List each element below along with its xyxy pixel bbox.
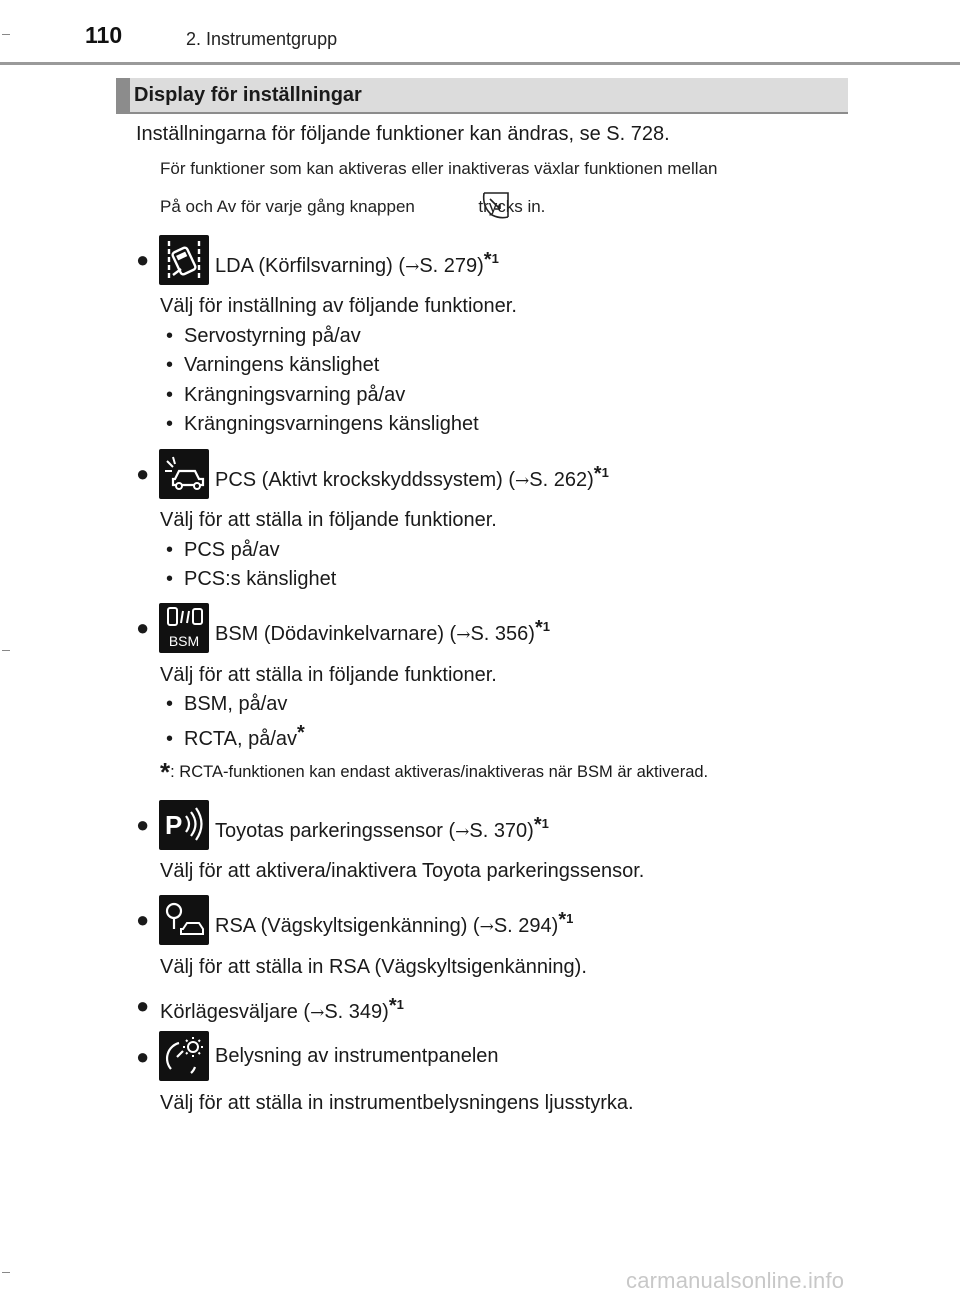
crop-mark (2, 650, 10, 651)
bullet: ● (136, 907, 150, 932)
list-item: • Servostyrning på/av (166, 325, 361, 347)
crop-mark (2, 34, 10, 35)
item-label-driving-mode: Körlägesväljare (→S. 349)$^{*1}$ (160, 995, 404, 1023)
section-heading-rule (116, 112, 848, 114)
bullet: ● (136, 993, 150, 1018)
svg-text:BSM: BSM (168, 633, 200, 649)
item-label-pcs: PCS (Aktivt krockskyddssystem) (→S. 262)$^{*1}$ (215, 463, 609, 491)
pcs-icon (159, 449, 209, 499)
watermark: carmanualsonline.info (626, 1268, 845, 1293)
list-item: • PCS på/av (166, 539, 280, 561)
rsa-icon (159, 895, 209, 945)
note-line-1: För funktioner som kan aktiveras eller inaktiveras växlar funktionen mellan (160, 159, 718, 178)
item-label-bsm: BSM (Dödavinkelvarnare) (→S. 356)$^{*1}$ (215, 617, 550, 645)
item-desc-lda: Välj för inställning av följande funktioner. (160, 295, 517, 317)
bullet: ● (136, 247, 150, 272)
list-item: • RCTA, på/av* (166, 722, 305, 750)
page-number: 110 (85, 22, 123, 48)
item-label-rsa: RSA (Vägskyltsigenkänning) (→S. 294)$^{*1}$ (215, 909, 574, 937)
list-item: • Varningens känslighet (166, 354, 380, 376)
item-label-panel-brightness: Belysning av instrumentpanelen (215, 1045, 499, 1067)
chapter-title: 2. Instrumentgrupp (186, 29, 338, 49)
list-item: • PCS:s känslighet (166, 568, 337, 590)
item-desc-pcs: Välj för att ställa in följande funktioner. (160, 509, 497, 531)
crop-mark (2, 1272, 10, 1273)
section-title: Display för inställningar (134, 84, 362, 106)
section-lead: Inställningarna för följande funktioner kan ändras, se S. 728. (136, 123, 670, 145)
header-rule (0, 62, 960, 65)
list-item: • BSM, på/av (166, 693, 288, 715)
item-label-lda: LDA (Körfilsvarning) (→S. 279)$^{*1}$ (215, 249, 499, 277)
lda-icon (159, 235, 209, 285)
panel-brightness-icon (159, 1031, 209, 1081)
svg-text:P: P (165, 810, 183, 840)
item-desc-panel-brightness: Välj för att ställa in instrumentbelysningens ljusstyrka. (160, 1092, 634, 1114)
bullet: ● (136, 812, 150, 837)
footnote-rcta: *: RCTA-funktionen kan endast aktiveras/inaktiveras när BSM är aktiverad. (160, 757, 709, 787)
item-desc-rsa: Välj för att ställa in RSA (Vägskyltsigenkänning). (160, 956, 587, 978)
bullet: ● (136, 461, 150, 486)
item-label-parking: Toyotas parkeringssensor (→S. 370)$^{*1}$ (215, 814, 549, 842)
note-line-2-post: trycks in. (478, 197, 546, 216)
bsm-icon (159, 603, 209, 653)
settings-button-icon (478, 187, 514, 223)
list-item: • Krängningsvarningens känslighet (166, 413, 479, 435)
note-line-2-pre: På och Av för varje gång knappen (160, 197, 415, 216)
list-item: • Krängningsvarning på/av (166, 384, 406, 406)
item-desc-bsm: Välj för att ställa in följande funktioner. (160, 664, 497, 686)
bullet: ● (136, 615, 150, 640)
parking-sensor-icon (159, 800, 209, 850)
bullet: ● (136, 1044, 150, 1069)
item-desc-parking: Välj för att aktivera/inaktivera Toyota parkeringssensor. (160, 860, 645, 882)
